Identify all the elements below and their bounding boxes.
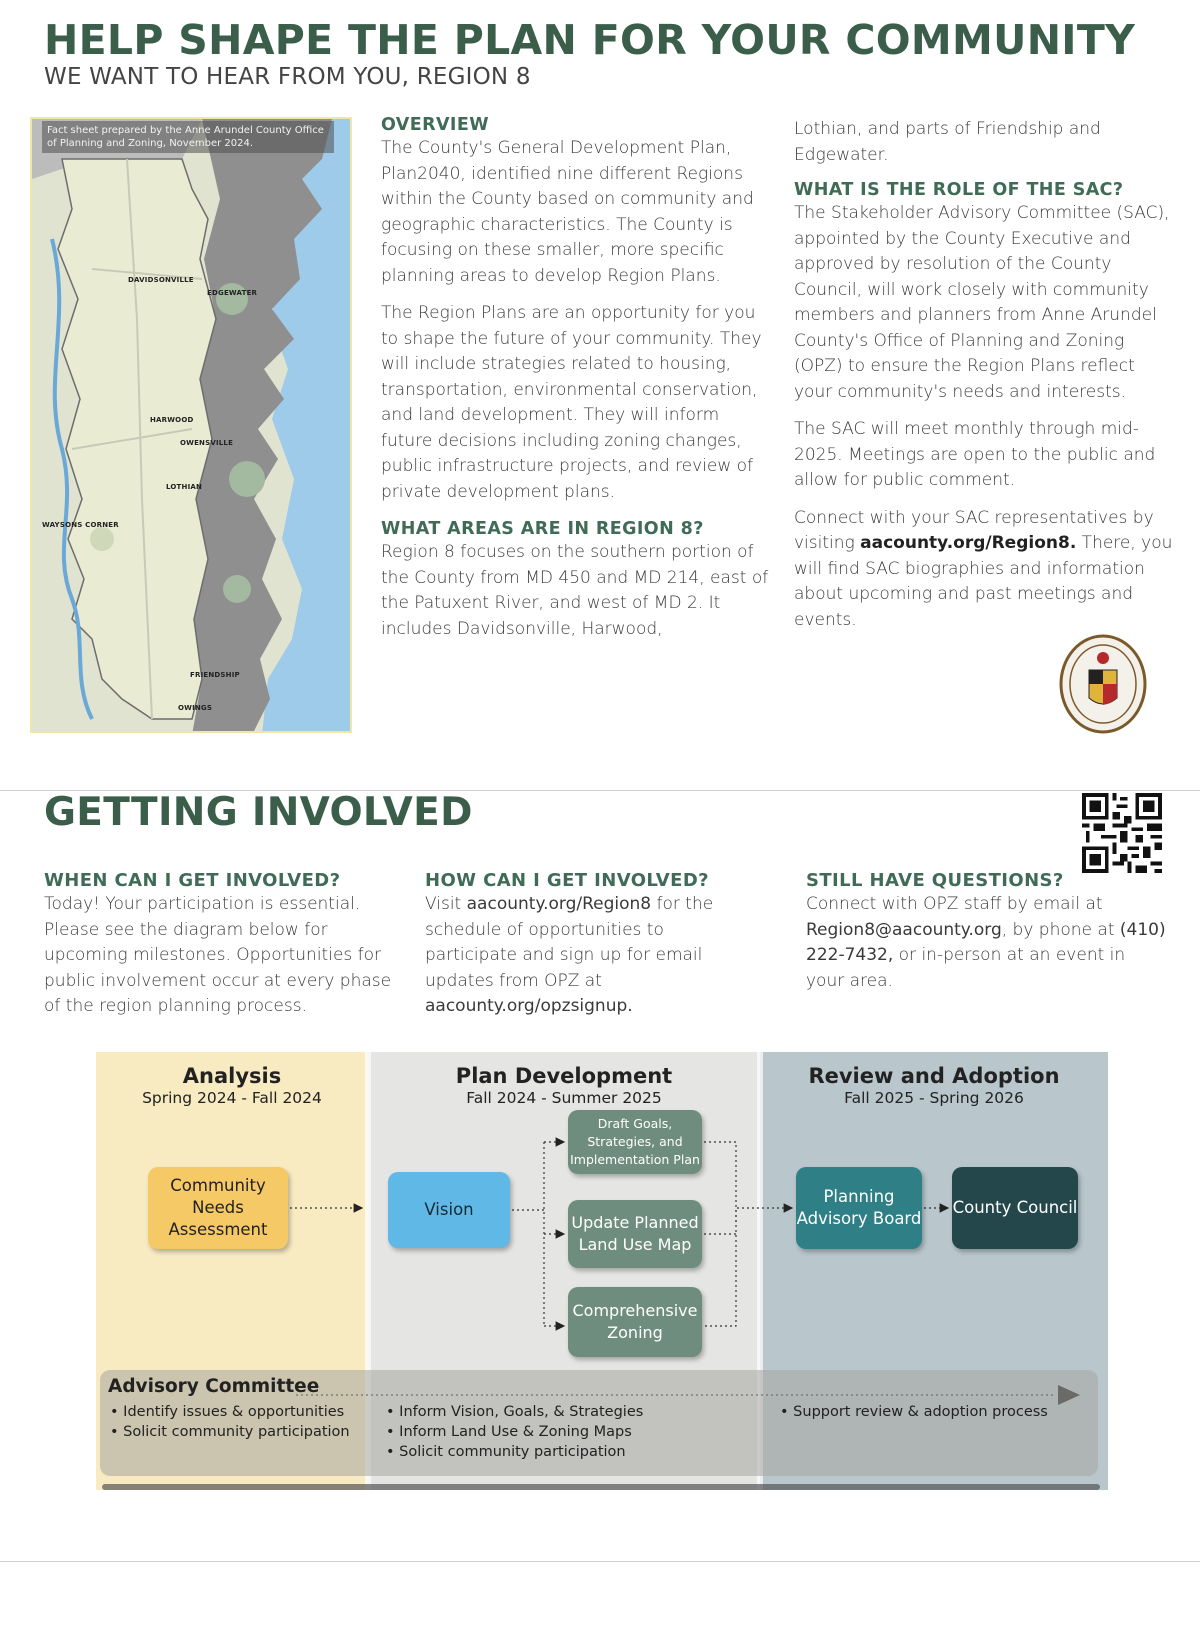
advisory-list-analysis — [110, 1402, 350, 1442]
advisory-committee-band — [100, 1370, 1098, 1476]
advisory-list-development — [386, 1402, 643, 1462]
county-seal-icon — [1058, 628, 1148, 736]
footer-divider — [0, 1561, 1200, 1562]
how-column — [425, 870, 755, 1020]
region-map-graphic — [32, 119, 352, 733]
sac-heading: WHAT IS THE ROLE OF THE SAC? — [794, 180, 1124, 200]
phase-dates-development: Fall 2024 - Summer 2025 — [466, 1089, 662, 1107]
list-item: • Identify issues & opportunities — [110, 1402, 350, 1422]
comprehensive-zoning-box: Comprehensive Zoning — [568, 1287, 702, 1357]
community-needs-assessment-box: Community Needs Assessment — [148, 1167, 288, 1249]
areas-heading: WHAT AREAS ARE IN REGION 8? — [381, 519, 704, 539]
overview-heading: OVERVIEW — [381, 115, 489, 135]
region8-link[interactable]: aacounty.org/Region8. — [860, 533, 1077, 553]
draft-goals-box: Draft Goals, Strategies, and Implementation Plan — [568, 1110, 702, 1174]
advisory-list-review — [780, 1402, 1048, 1422]
region8-link[interactable]: aacounty.org/Region8 — [466, 894, 652, 914]
phase-title-development: Plan Development — [455, 1064, 673, 1088]
opz-signup-link[interactable]: aacounty.org/opzsignup. — [425, 996, 633, 1016]
map-source-note: Fact sheet prepared by the Anne Arundel County Office of Planning and Zoning, November 2024. — [42, 121, 334, 153]
map-label-waysons-corner: WAYSONS CORNER — [42, 521, 119, 529]
phone-link[interactable]: (410) 222-7432, — [806, 919, 1166, 965]
areas-text: Region 8 focuses on the southern portion of the County from MD 450 and MD 214, east of the Patuxent River, and west of MD 2. It includes Davidsonville, Harwood, — [381, 542, 769, 639]
map-label-edgewater: EDGEWATER — [207, 289, 258, 297]
sac-column — [794, 117, 1174, 645]
map-label-owings: OWINGS — [178, 704, 213, 712]
overview-paragraph-1: The County's General Development Plan, Plan2040, identified nine different Regions within the County based on community and geographic characteristics. The County is focusing on these smaller, more specific planning areas to develop Region Plans. — [381, 138, 754, 286]
sac-paragraph-2: The SAC will meet monthly through mid-2025. Meetings are open to the public and allow for public comment. — [794, 419, 1156, 490]
vision-box: Vision — [388, 1172, 510, 1248]
county-council-box: County Council — [952, 1167, 1078, 1249]
page-subtitle: WE WANT TO HEAR FROM YOU, REGION 8 — [44, 64, 531, 90]
phase-dates-analysis: Spring 2024 - Fall 2024 — [142, 1089, 322, 1107]
map-label-lothian: LOTHIAN — [166, 483, 203, 491]
questions-heading: STILL HAVE QUESTIONS? — [806, 870, 1064, 891]
land-use-map-box: Update Planned Land Use Map — [568, 1200, 702, 1268]
qr-code-icon[interactable] — [1082, 793, 1162, 873]
when-column — [44, 870, 394, 1020]
planning-advisory-board-box: Planning Advisory Board — [796, 1167, 922, 1249]
region-map — [30, 117, 352, 733]
email-link[interactable]: Region8@aacounty.org — [806, 919, 1002, 940]
when-heading: WHEN CAN I GET INVOLVED? — [44, 870, 341, 891]
list-item: • Support review & adoption process — [780, 1402, 1048, 1422]
questions-column — [806, 870, 1166, 994]
advisory-committee-title: Advisory Committee — [108, 1376, 320, 1397]
phase-title-analysis: Analysis — [182, 1064, 282, 1088]
map-label-davidsonville: DAVIDSONVILLE — [128, 276, 194, 284]
sac-paragraph-1: The Stakeholder Advisory Committee (SAC), appointed by the County Executive and approved by resolution of the County Council, will work closely with community members and planners from Anne Arundel County's Office of Planning and Zoning (OPZ) to ensure the Region Plans reflect your community's needs and interests. — [794, 203, 1170, 402]
how-text: Visit aacounty.org/Region8 for the schedule of opportunities to participate and sign up for email updates from OPZ at aacounty.org/opzsignup. — [425, 894, 714, 1016]
list-item: • Solicit community participation — [386, 1442, 643, 1462]
when-text: Today! Your participation is essential. Please see the diagram below for upcoming milestones. Opportunities for public involvement occur at every phase of the region planning process. — [44, 894, 392, 1016]
how-heading: HOW CAN I GET INVOLVED? — [425, 870, 710, 891]
page-title: HELP SHAPE THE PLAN FOR YOUR COMMUNITY — [44, 16, 1136, 64]
getting-involved-title: GETTING INVOLVED — [44, 790, 473, 835]
list-item: • Inform Land Use & Zoning Maps — [386, 1422, 643, 1442]
list-item: • Inform Vision, Goals, & Strategies — [386, 1402, 643, 1422]
map-label-friendship: FRIENDSHIP — [190, 671, 240, 679]
planning-process-diagram — [96, 1052, 1108, 1490]
phase-dates-review: Fall 2025 - Spring 2026 — [844, 1089, 1024, 1107]
sac-paragraph-3: Connect with your SAC representatives by visiting aacounty.org/Region8. There, you will find SAC biographies and information about upcoming and past meetings and events. — [794, 507, 1173, 630]
phase-title-review: Review and Adoption — [808, 1064, 1060, 1088]
map-label-owensville: OWENSVILLE — [180, 439, 234, 447]
overview-column — [381, 115, 771, 654]
diagram-bottom-bar — [102, 1484, 1100, 1490]
map-label-harwood: HARWOOD — [150, 416, 194, 424]
list-item: • Solicit community participation — [110, 1422, 350, 1442]
areas-text-continued: Lothian, and parts of Friendship and Edgewater. — [794, 119, 1101, 165]
overview-paragraph-2: The Region Plans are an opportunity for you to shape the future of your community. They will include strategies related to housing, transportation, environmental conservation, and land development. They will inform future decisions including zoning changes, public infrastructure projects, and review of private development plans. — [381, 303, 762, 502]
questions-text: Connect with OPZ staff by email at Region8@aacounty.org, by phone at (410) 222-7432, or in-person at an event in your area. — [806, 894, 1166, 991]
